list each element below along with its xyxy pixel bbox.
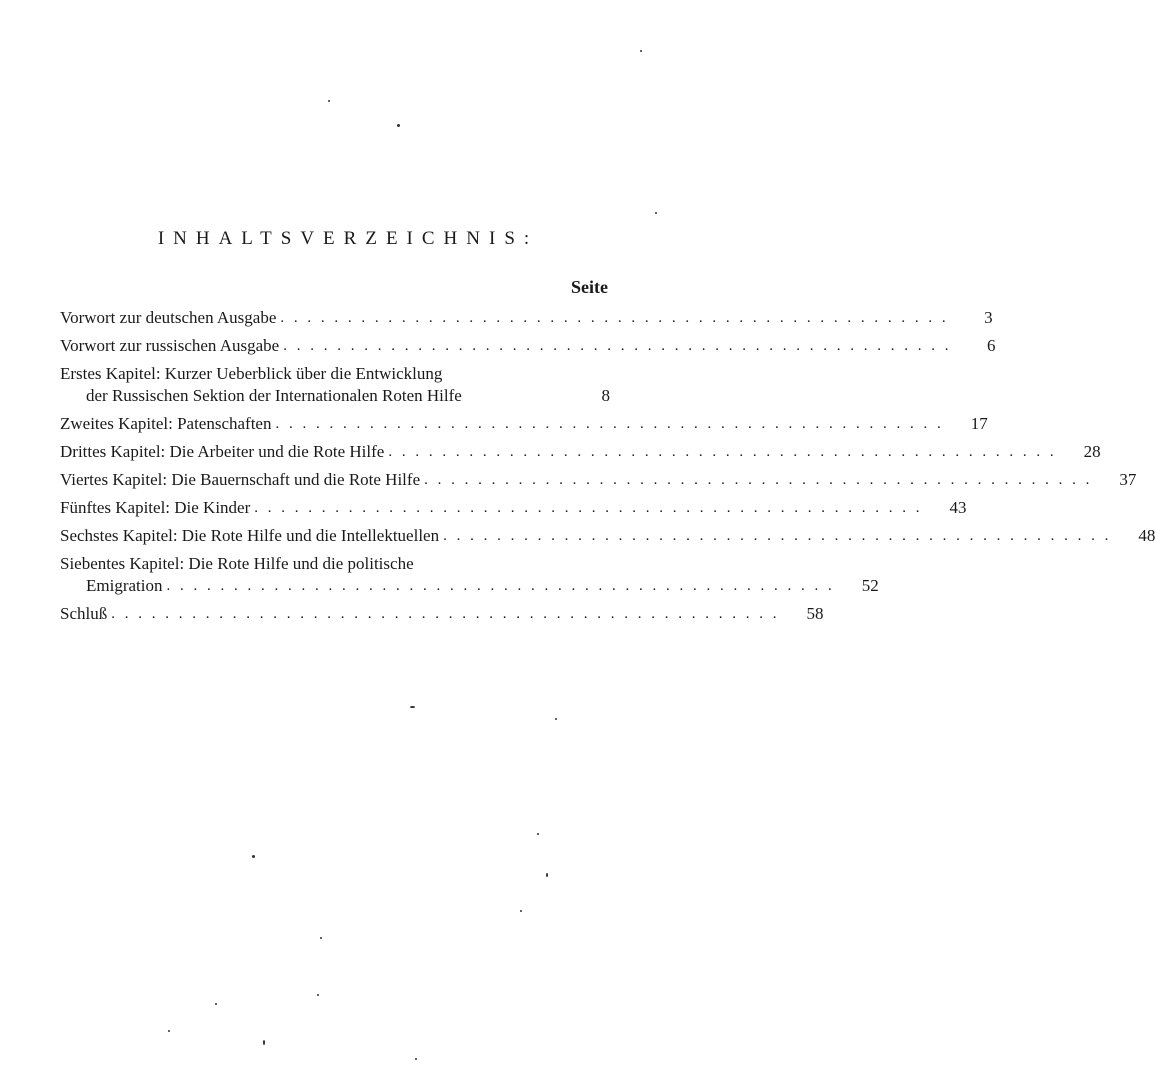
scan-speck bbox=[397, 124, 400, 127]
toc-entry-page: 48 bbox=[1138, 526, 1155, 545]
toc-entry-title-continuation: Emigration bbox=[86, 576, 163, 595]
toc-entry bbox=[60, 469, 1137, 491]
toc-entry-title: Siebentes Kapitel: Die Rote Hilfe und die politische bbox=[60, 554, 414, 573]
scan-speck bbox=[410, 706, 415, 708]
toc-entry-page: 17 bbox=[970, 414, 988, 433]
page-title: INHALTSVERZEICHNIS: bbox=[157, 228, 539, 249]
scan-speck bbox=[640, 50, 642, 52]
scan-speck bbox=[546, 873, 548, 877]
toc-entry-title-continuation: der Russischen Sektion der Internationalen Roten Hilfe bbox=[86, 386, 462, 405]
toc-entry-title: Fünftes Kapitel: Die Kinder bbox=[60, 498, 251, 517]
toc-entry bbox=[60, 363, 610, 407]
dot-leader: . . . . . . . . . . . . . . . . . . . . . . . . . . . . . . . . . . . . . . . . . . . . . . . . . . bbox=[275, 416, 944, 432]
toc-entry bbox=[60, 525, 1155, 547]
toc-entry-title: Vorwort zur deutschen Ausgabe bbox=[60, 308, 277, 327]
scan-speck bbox=[252, 855, 255, 858]
toc-entry bbox=[60, 497, 967, 519]
dot-leader: . . . . . . . . . . . . . . . . . . . . . . . . . . . . . . . . . . . . . . . . . . . . . . . . . . bbox=[111, 606, 780, 622]
toc-entry bbox=[60, 441, 1101, 463]
toc-entry-title: Viertes Kapitel: Die Bauernschaft und die Rote Hilfe bbox=[60, 470, 421, 489]
scan-speck bbox=[168, 1030, 170, 1032]
scan-speck bbox=[317, 994, 319, 996]
scan-speck bbox=[655, 212, 657, 214]
toc-entry-page: 58 bbox=[806, 604, 824, 623]
toc-entry bbox=[60, 307, 993, 329]
scan-speck bbox=[555, 718, 557, 720]
toc-entry-page: 3 bbox=[984, 308, 993, 327]
dot-leader: . . . . . . . . . . . . . . . . . . . . . . . . . . . . . . . . . . . . . . . . . . . . . . . . . . bbox=[283, 338, 952, 354]
dot-leader: . . . . . . . . . . . . . . . . . . . . . . . . . . . . . . . . . . . . . . . . . . . . . . . . . . bbox=[424, 472, 1093, 488]
scan-speck bbox=[215, 1003, 217, 1005]
scan-speck bbox=[537, 833, 539, 835]
scan-speck bbox=[263, 1040, 265, 1045]
toc-entry bbox=[60, 335, 996, 357]
toc-entry-title: Sechstes Kapitel: Die Rote Hilfe und die Intellektuellen bbox=[60, 526, 440, 545]
toc-entry-title: Vorwort zur russischen Ausgabe bbox=[60, 336, 280, 355]
dot-leader: . . . . . . . . . . . . . . . . . . . . . . . . . . . . . . . . . . . . . . . . . . . . . . . . . . bbox=[388, 444, 1057, 460]
toc-entry-page: 37 bbox=[1119, 470, 1137, 489]
page-column-header: Seite bbox=[571, 277, 608, 297]
dot-leader: . . . . . . . . . . . . . . . . . . . . . . . . . . . . . . . . . . . . . . . . . . . . . . . . . . bbox=[254, 500, 923, 516]
dot-leader: . . . . . . . . . . . . . . . . . . . . . . . . . . . . . . . . . . . . . . . . . . . . . . . . . . bbox=[166, 578, 835, 594]
toc-entry-page: 43 bbox=[949, 498, 967, 517]
scan-speck bbox=[415, 1058, 417, 1060]
dot-leader: . . . . . . . . . . . . . . . . . . . . . . . . . . . . . . . . . . . . . . . . . . . . . . . . . . bbox=[443, 528, 1112, 544]
scan-speck bbox=[320, 937, 322, 939]
toc-entry bbox=[60, 553, 879, 597]
scan-speck bbox=[328, 100, 330, 102]
toc-entry-title: Zweites Kapitel: Patenschaften bbox=[60, 414, 272, 433]
toc-entry-page: 8 bbox=[601, 386, 610, 405]
toc-entry-page: 28 bbox=[1083, 442, 1101, 461]
toc-entry-title: Erstes Kapitel: Kurzer Ueberblick über die Entwicklung bbox=[60, 364, 443, 383]
toc-entry bbox=[60, 603, 824, 625]
toc-entry-page: 6 bbox=[986, 336, 996, 355]
toc-entry-page: 52 bbox=[861, 576, 879, 595]
dot-leader: . . . . . . . . . . . . . . . . . . . . . . . . . . . . . . . . . . . . . . . . . . . . . . . . . . bbox=[280, 310, 949, 326]
table-of-contents bbox=[60, 307, 1155, 631]
toc-entry-title: Schluß bbox=[60, 604, 108, 623]
toc-entry bbox=[60, 413, 988, 435]
scan-speck bbox=[520, 910, 522, 912]
toc-entry-title: Drittes Kapitel: Die Arbeiter und die Rote Hilfe bbox=[60, 442, 385, 461]
